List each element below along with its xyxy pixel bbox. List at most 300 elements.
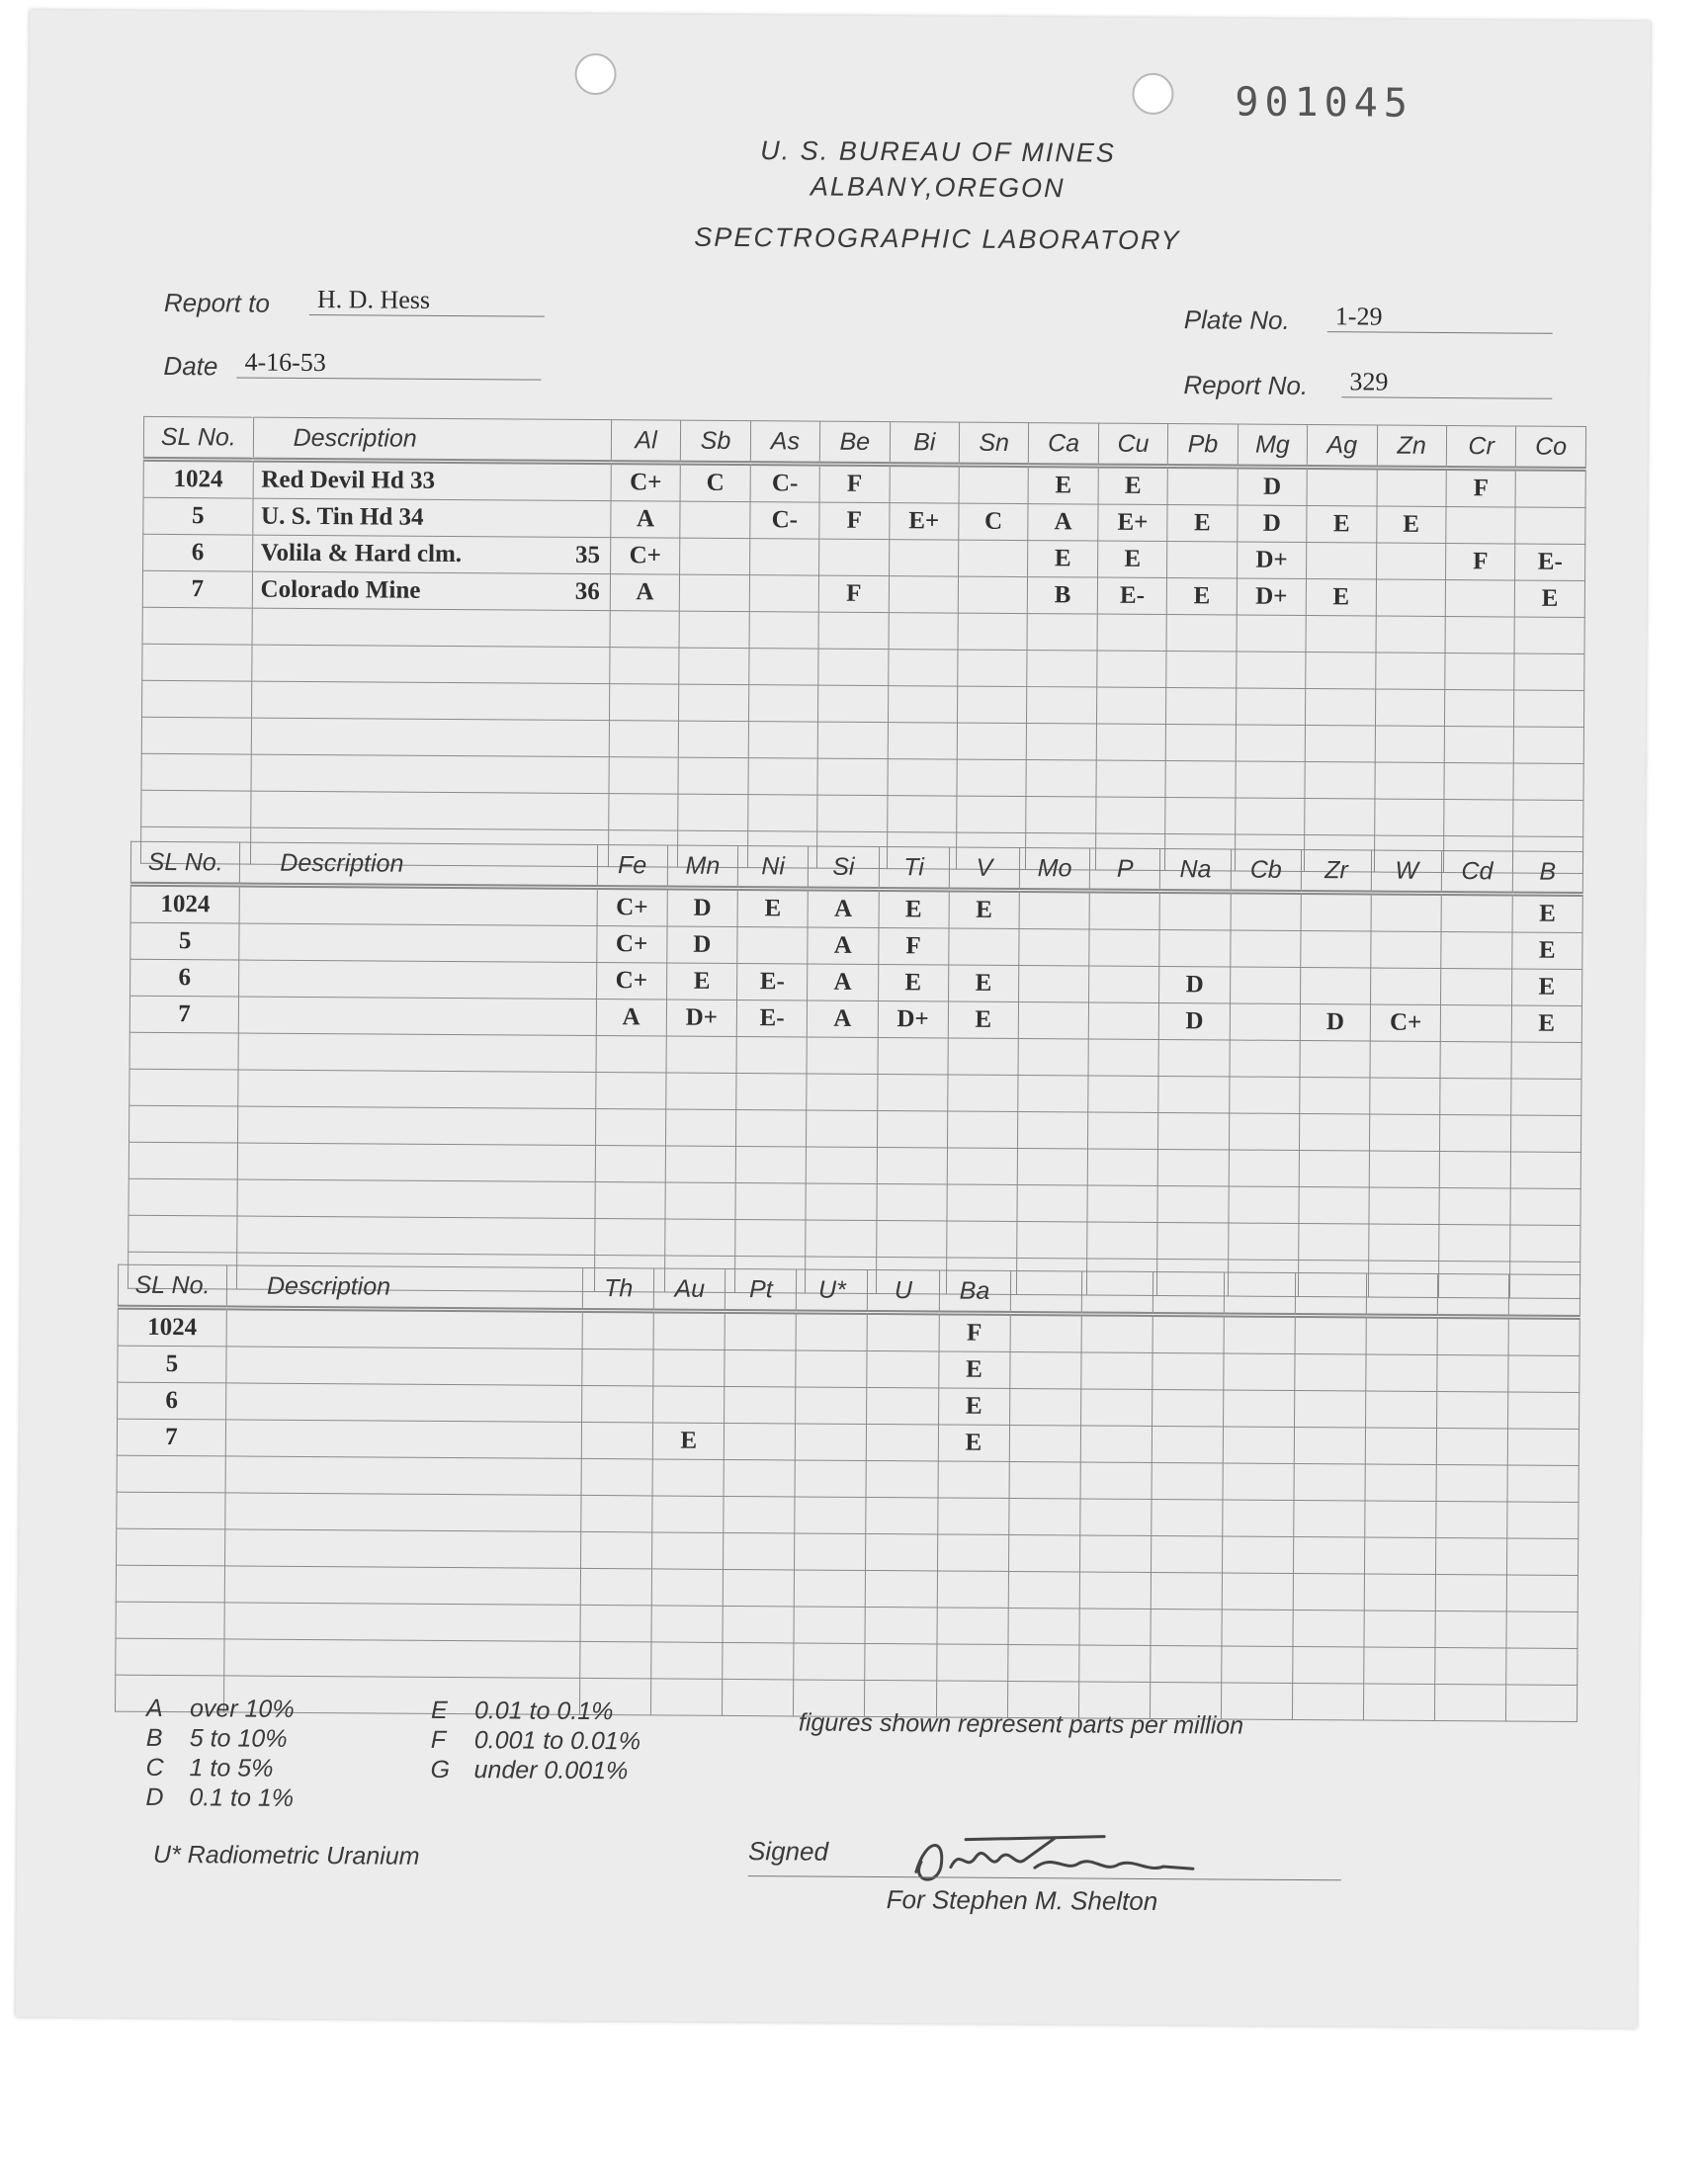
- element-value-cell: [1009, 1351, 1080, 1389]
- empty-cell: [1369, 1151, 1439, 1187]
- empty-cell: [1087, 1149, 1157, 1185]
- legend-column-2: [430, 1696, 640, 1785]
- description-text: Red Devil Hd 33: [261, 466, 436, 494]
- element-value-cell: D+: [666, 1000, 736, 1036]
- element-value-cell: [1508, 1317, 1580, 1356]
- element-value-cell: C+: [610, 538, 680, 574]
- ppm-note: figures shown represent parts per million: [798, 1708, 1244, 1740]
- description-cell: [225, 1420, 581, 1459]
- element-value-cell: [1300, 967, 1370, 1003]
- empty-cell: [1369, 1224, 1439, 1261]
- empty-cell: [1008, 1571, 1079, 1609]
- element-value-cell: D: [667, 888, 738, 926]
- sl-no-cell: 5: [143, 497, 253, 535]
- element-value-cell: [1445, 580, 1515, 617]
- element-value-cell: D: [1238, 467, 1308, 505]
- element-value-cell: [889, 540, 959, 576]
- empty-cell: [1370, 1041, 1440, 1078]
- element-value-cell: [1366, 1316, 1437, 1355]
- element-value-cell: [796, 1312, 867, 1351]
- empty-cell: [128, 1142, 238, 1179]
- report-no-label: Report No.: [1183, 370, 1309, 401]
- empty-cell: [1294, 1500, 1365, 1537]
- element-header: Mg: [1238, 424, 1308, 467]
- empty-cell: [609, 794, 679, 830]
- legend-item: [431, 1725, 640, 1756]
- empty-cell: [888, 650, 958, 686]
- element-header: Si: [809, 846, 880, 889]
- element-value-cell: E+: [1098, 504, 1168, 541]
- element-value-cell: [1301, 893, 1372, 931]
- empty-cell: [251, 681, 609, 721]
- empty-cell: [595, 1109, 665, 1146]
- element-value-cell: [1160, 892, 1232, 930]
- element-value-cell: [1437, 1354, 1508, 1392]
- description-number: 36: [574, 577, 600, 606]
- element-header: [1224, 1272, 1295, 1316]
- empty-cell: [1506, 1575, 1578, 1612]
- element-value-cell: [725, 1423, 796, 1460]
- empty-cell: [888, 759, 958, 796]
- empty-cell: [1237, 615, 1307, 652]
- empty-cell: [225, 1529, 581, 1569]
- element-value-cell: A: [808, 964, 878, 1000]
- empty-cell: [747, 795, 817, 831]
- empty-cell: [117, 1455, 225, 1493]
- element-value-cell: [1441, 1004, 1511, 1041]
- empty-cell: [1017, 1185, 1087, 1222]
- empty-cell: [251, 645, 609, 684]
- description-header: Description: [240, 842, 598, 888]
- element-value-cell: [1018, 1002, 1088, 1039]
- element-value-cell: D: [1159, 1003, 1230, 1040]
- empty-cell: [1306, 689, 1376, 726]
- empty-cell: [1222, 1500, 1293, 1537]
- empty-cell: [795, 1533, 866, 1571]
- element-value-cell: [959, 465, 1029, 503]
- empty-cell: [1436, 1501, 1507, 1538]
- element-value-cell: [1294, 1427, 1365, 1464]
- date-label: Date: [163, 350, 218, 382]
- element-value-cell: C-: [750, 502, 820, 539]
- empty-cell: [1440, 1151, 1510, 1187]
- element-value-cell: [867, 1387, 938, 1425]
- empty-cell: [225, 1456, 581, 1496]
- empty-cell: [665, 1219, 735, 1256]
- element-value-cell: D+: [1237, 542, 1307, 578]
- empty-cell: [1435, 1647, 1506, 1685]
- empty-cell: [878, 1038, 948, 1075]
- results-table-3: [115, 1264, 1580, 1722]
- empty-cell: [865, 1643, 936, 1681]
- element-value-cell: E-: [1097, 577, 1167, 614]
- empty-cell: [876, 1221, 946, 1258]
- empty-cell: [1008, 1498, 1079, 1535]
- empty-cell: [1370, 1078, 1440, 1114]
- empty-cell: [1364, 1610, 1435, 1648]
- element-value-cell: [653, 1386, 725, 1424]
- element-header: Na: [1160, 849, 1232, 892]
- empty-cell: [888, 686, 958, 723]
- element-value-cell: [725, 1386, 796, 1424]
- empty-cell: [1440, 1078, 1510, 1114]
- empty-cell: [1096, 760, 1166, 797]
- element-value-cell: C+: [596, 963, 666, 1000]
- element-value-cell: [1365, 1391, 1436, 1429]
- empty-cell: [937, 1498, 1008, 1535]
- report-no-value: 329: [1341, 367, 1552, 398]
- element-value-cell: E: [948, 1001, 1018, 1038]
- element-value-cell: [1223, 1427, 1294, 1464]
- empty-cell: [736, 1074, 807, 1110]
- empty-cell: [1292, 1683, 1363, 1720]
- empty-cell: [652, 1459, 724, 1497]
- empty-cell: [224, 1603, 580, 1642]
- empty-cell: [580, 1641, 651, 1679]
- plate-no-value: 1-29: [1327, 302, 1553, 334]
- empty-cell: [117, 1492, 225, 1529]
- element-header: [1437, 1273, 1508, 1317]
- empty-cell: [1364, 1537, 1435, 1575]
- empty-cell: [1444, 690, 1514, 727]
- agency-name: U. S. BUREAU OF MINES: [760, 135, 1116, 168]
- legend-text: over 10%: [189, 1695, 295, 1723]
- empty-cell: [946, 1221, 1016, 1258]
- empty-cell: [1365, 1464, 1436, 1502]
- empty-cell: [1305, 726, 1375, 762]
- empty-cell: [1445, 617, 1515, 653]
- element-value-cell: [1080, 1352, 1152, 1390]
- legend-item: [146, 1694, 295, 1724]
- empty-cell: [1436, 1464, 1507, 1502]
- element-value-cell: A: [808, 927, 878, 964]
- element-header: Ag: [1307, 425, 1377, 468]
- element-value-cell: [653, 1349, 725, 1387]
- empty-cell: [1151, 1572, 1222, 1610]
- element-value-cell: D: [1237, 505, 1307, 542]
- empty-cell: [129, 1069, 239, 1106]
- empty-cell: [807, 1110, 877, 1147]
- empty-cell: [225, 1493, 581, 1532]
- empty-cell: [794, 1607, 865, 1644]
- empty-cell: [1439, 1224, 1509, 1261]
- element-value-cell: E: [1028, 466, 1098, 504]
- empty-cell: [748, 722, 818, 758]
- element-header: Sn: [959, 422, 1029, 465]
- empty-cell: [1152, 1462, 1223, 1500]
- empty-cell: [817, 795, 888, 831]
- element-value-cell: E: [938, 1425, 1009, 1462]
- empty-cell: [936, 1644, 1007, 1682]
- empty-cell: [1007, 1644, 1078, 1682]
- empty-cell: [1507, 1465, 1579, 1503]
- empty-cell: [735, 1147, 806, 1183]
- empty-cell: [1370, 1114, 1440, 1151]
- element-value-cell: [1441, 893, 1512, 931]
- empty-cell: [1369, 1187, 1439, 1224]
- empty-cell: [116, 1565, 224, 1603]
- empty-cell: [1506, 1648, 1578, 1686]
- empty-cell: [1151, 1499, 1222, 1536]
- empty-cell: [1008, 1608, 1079, 1645]
- element-value-cell: [1436, 1391, 1507, 1429]
- empty-cell: [1511, 1042, 1582, 1079]
- empty-cell: [1151, 1535, 1222, 1573]
- element-value-cell: E: [1511, 932, 1582, 969]
- element-value-cell: E: [653, 1423, 725, 1460]
- empty-cell: [1097, 614, 1167, 651]
- empty-cell: [1440, 1041, 1510, 1078]
- empty-cell: [1228, 1223, 1298, 1260]
- empty-cell: [947, 1148, 1017, 1184]
- element-value-cell: E: [879, 890, 950, 928]
- sl-no-cell: 5: [118, 1346, 226, 1383]
- empty-cell: [581, 1531, 652, 1569]
- sl-no-cell: 6: [118, 1382, 226, 1420]
- element-header: Ni: [737, 846, 809, 889]
- empty-cell: [948, 1075, 1018, 1111]
- legend-text: 0.001 to 0.01%: [473, 1726, 641, 1756]
- empty-cell: [748, 685, 818, 722]
- element-value-cell: F: [819, 464, 890, 502]
- element-value-cell: [582, 1348, 653, 1386]
- empty-cell: [1158, 1150, 1229, 1186]
- empty-cell: [723, 1642, 794, 1680]
- element-value-cell: [819, 539, 890, 575]
- empty-cell: [141, 753, 251, 791]
- element-value-cell: C-: [750, 464, 820, 502]
- empty-cell: [1088, 1039, 1158, 1076]
- empty-cell: [938, 1461, 1009, 1499]
- empty-cell: [1087, 1185, 1157, 1222]
- element-value-cell: [1307, 468, 1377, 506]
- empty-cell: [679, 648, 749, 684]
- empty-cell: [1510, 1115, 1581, 1152]
- element-header: Ba: [939, 1270, 1010, 1314]
- element-value-cell: [1366, 1354, 1437, 1392]
- empty-cell: [957, 723, 1027, 759]
- element-value-cell: E: [948, 965, 1018, 1001]
- empty-cell: [724, 1459, 795, 1497]
- element-value-cell: [1295, 1315, 1366, 1354]
- empty-cell: [724, 1532, 795, 1570]
- legend-key: E: [430, 1696, 448, 1724]
- description-text: Colorado Mine: [260, 575, 421, 604]
- element-value-cell: [1152, 1389, 1223, 1427]
- empty-cell: [736, 1110, 807, 1147]
- empty-cell: [1157, 1185, 1228, 1222]
- empty-cell: [877, 1111, 947, 1148]
- empty-cell: [651, 1606, 723, 1643]
- sl-no-cell: 7: [117, 1419, 225, 1456]
- empty-cell: [749, 612, 819, 649]
- legend-item: [145, 1783, 294, 1813]
- element-value-cell: [680, 538, 750, 574]
- element-header: Ca: [1029, 423, 1099, 466]
- empty-cell: [866, 1533, 937, 1571]
- empty-cell: [1088, 1112, 1158, 1149]
- empty-cell: [1299, 1223, 1369, 1260]
- sl-no-cell: 1024: [118, 1307, 226, 1347]
- legend-key: A: [145, 1694, 163, 1722]
- element-header: As: [750, 421, 820, 464]
- sl-no-header: SL No.: [118, 1264, 226, 1308]
- element-value-cell: E-: [736, 1000, 807, 1037]
- element-value-cell: [1153, 1314, 1224, 1353]
- empty-cell: [1439, 1187, 1509, 1224]
- empty-cell: [795, 1497, 866, 1534]
- element-value-cell: [959, 540, 1029, 576]
- empty-cell: [1079, 1609, 1151, 1646]
- empty-cell: [794, 1643, 865, 1681]
- empty-cell: [609, 721, 679, 757]
- element-value-cell: [1307, 543, 1377, 579]
- element-header: [1366, 1273, 1437, 1317]
- empty-cell: [1444, 763, 1514, 800]
- empty-cell: [1018, 1039, 1088, 1076]
- empty-cell: [609, 757, 679, 794]
- report-sheet: [16, 10, 1651, 2028]
- empty-cell: [1513, 800, 1583, 836]
- empty-cell: [888, 723, 958, 759]
- empty-cell: [128, 1178, 238, 1216]
- empty-cell: [1305, 762, 1375, 799]
- element-value-cell: [1295, 1353, 1366, 1391]
- element-value-cell: [890, 465, 960, 503]
- element-value-cell: E: [666, 963, 736, 1000]
- description-cell: [226, 1308, 582, 1349]
- empty-cell: [1078, 1645, 1150, 1683]
- empty-cell: [1236, 761, 1306, 798]
- empty-cell: [250, 791, 608, 830]
- empty-cell: [129, 1105, 239, 1143]
- empty-cell: [1088, 1076, 1158, 1112]
- empty-cell: [937, 1571, 1008, 1609]
- empty-cell: [116, 1602, 224, 1639]
- empty-cell: [1018, 1076, 1088, 1112]
- description-cell: [252, 571, 610, 611]
- element-value-cell: E: [1028, 541, 1098, 577]
- element-value-cell: [749, 575, 819, 612]
- element-value-cell: F: [1446, 469, 1516, 507]
- element-value-cell: [1089, 966, 1159, 1002]
- legend-key: F: [430, 1725, 447, 1754]
- empty-cell: [1017, 1222, 1087, 1259]
- element-header: Cd: [1442, 850, 1513, 893]
- empty-cell: [665, 1109, 735, 1146]
- empty-cell: [652, 1569, 724, 1607]
- element-value-cell: [1230, 967, 1300, 1003]
- signed-label: Signed: [747, 1836, 829, 1867]
- element-value-cell: [582, 1422, 653, 1459]
- empty-cell: [581, 1495, 652, 1532]
- empty-cell: [1375, 726, 1445, 762]
- empty-cell: [1292, 1646, 1363, 1684]
- element-value-cell: [1230, 930, 1300, 967]
- empty-cell: [1300, 1040, 1370, 1077]
- legend-text: 5 to 10%: [189, 1724, 288, 1753]
- empty-cell: [735, 1183, 806, 1220]
- empty-cell: [1506, 1538, 1578, 1576]
- element-value-cell: [1009, 1425, 1080, 1462]
- empty-cell: [1300, 1077, 1370, 1113]
- empty-cell: [889, 613, 959, 650]
- empty-cell: [1158, 1040, 1229, 1077]
- element-header: Pb: [1168, 424, 1238, 467]
- element-value-cell: [1080, 1426, 1152, 1463]
- empty-cell: [806, 1183, 876, 1220]
- empty-cell: [594, 1219, 664, 1256]
- description-cell: [253, 460, 611, 501]
- element-value-cell: E-: [737, 964, 808, 1000]
- element-value-cell: [582, 1310, 653, 1349]
- legend-key: C: [145, 1753, 164, 1782]
- empty-cell: [947, 1184, 1017, 1221]
- empty-cell: [595, 1146, 665, 1182]
- sl-no-header: SL No.: [143, 416, 253, 460]
- element-value-cell: [796, 1424, 867, 1461]
- sl-no-header: SL No.: [130, 841, 240, 885]
- element-value-cell: E: [938, 1388, 1009, 1426]
- empty-cell: [237, 1216, 594, 1256]
- element-value-cell: D+: [878, 1001, 948, 1038]
- empty-cell: [807, 1037, 877, 1074]
- element-value-cell: A: [808, 889, 879, 927]
- element-value-cell: C+: [597, 888, 668, 926]
- sl-no-cell: 6: [130, 959, 240, 997]
- element-value-cell: [1515, 507, 1585, 544]
- element-value-cell: F: [819, 502, 890, 539]
- element-value-cell: E: [1376, 506, 1446, 543]
- description-cell: [252, 498, 610, 538]
- empty-cell: [1235, 798, 1305, 834]
- description-cell: [239, 997, 596, 1036]
- element-header: Cb: [1231, 849, 1302, 892]
- empty-cell: [1375, 762, 1445, 799]
- element-header: Mo: [1019, 848, 1090, 891]
- empty-cell: [1365, 1501, 1436, 1538]
- element-value-cell: [1019, 966, 1089, 1002]
- empty-cell: [665, 1182, 735, 1219]
- empty-cell: [1080, 1462, 1152, 1500]
- empty-cell: [958, 686, 1028, 723]
- empty-cell: [1445, 653, 1515, 690]
- results-table-2: [128, 841, 1583, 1299]
- empty-cell: [1444, 727, 1514, 763]
- description-cell: [226, 1347, 582, 1386]
- element-value-cell: [1441, 931, 1511, 968]
- element-value-cell: E: [1098, 466, 1168, 504]
- empty-cell: [651, 1642, 723, 1680]
- empty-cell: [1158, 1113, 1229, 1150]
- empty-cell: [238, 1106, 595, 1146]
- empty-cell: [1009, 1461, 1080, 1499]
- empty-cell: [666, 1036, 736, 1073]
- element-header: V: [949, 847, 1020, 890]
- element-header: U: [868, 1269, 939, 1313]
- empty-cell: [1293, 1536, 1364, 1574]
- element-value-cell: C+: [596, 926, 666, 963]
- empty-cell: [1236, 725, 1306, 761]
- empty-cell: [1376, 616, 1446, 652]
- element-value-cell: E: [1511, 1005, 1582, 1042]
- element-value-cell: E: [949, 890, 1020, 928]
- description-cell: [252, 535, 610, 574]
- agency-location: ALBANY,OREGON: [810, 171, 1066, 204]
- element-header: [1153, 1271, 1224, 1315]
- description-header: Description: [226, 1265, 583, 1311]
- empty-cell: [1079, 1499, 1151, 1536]
